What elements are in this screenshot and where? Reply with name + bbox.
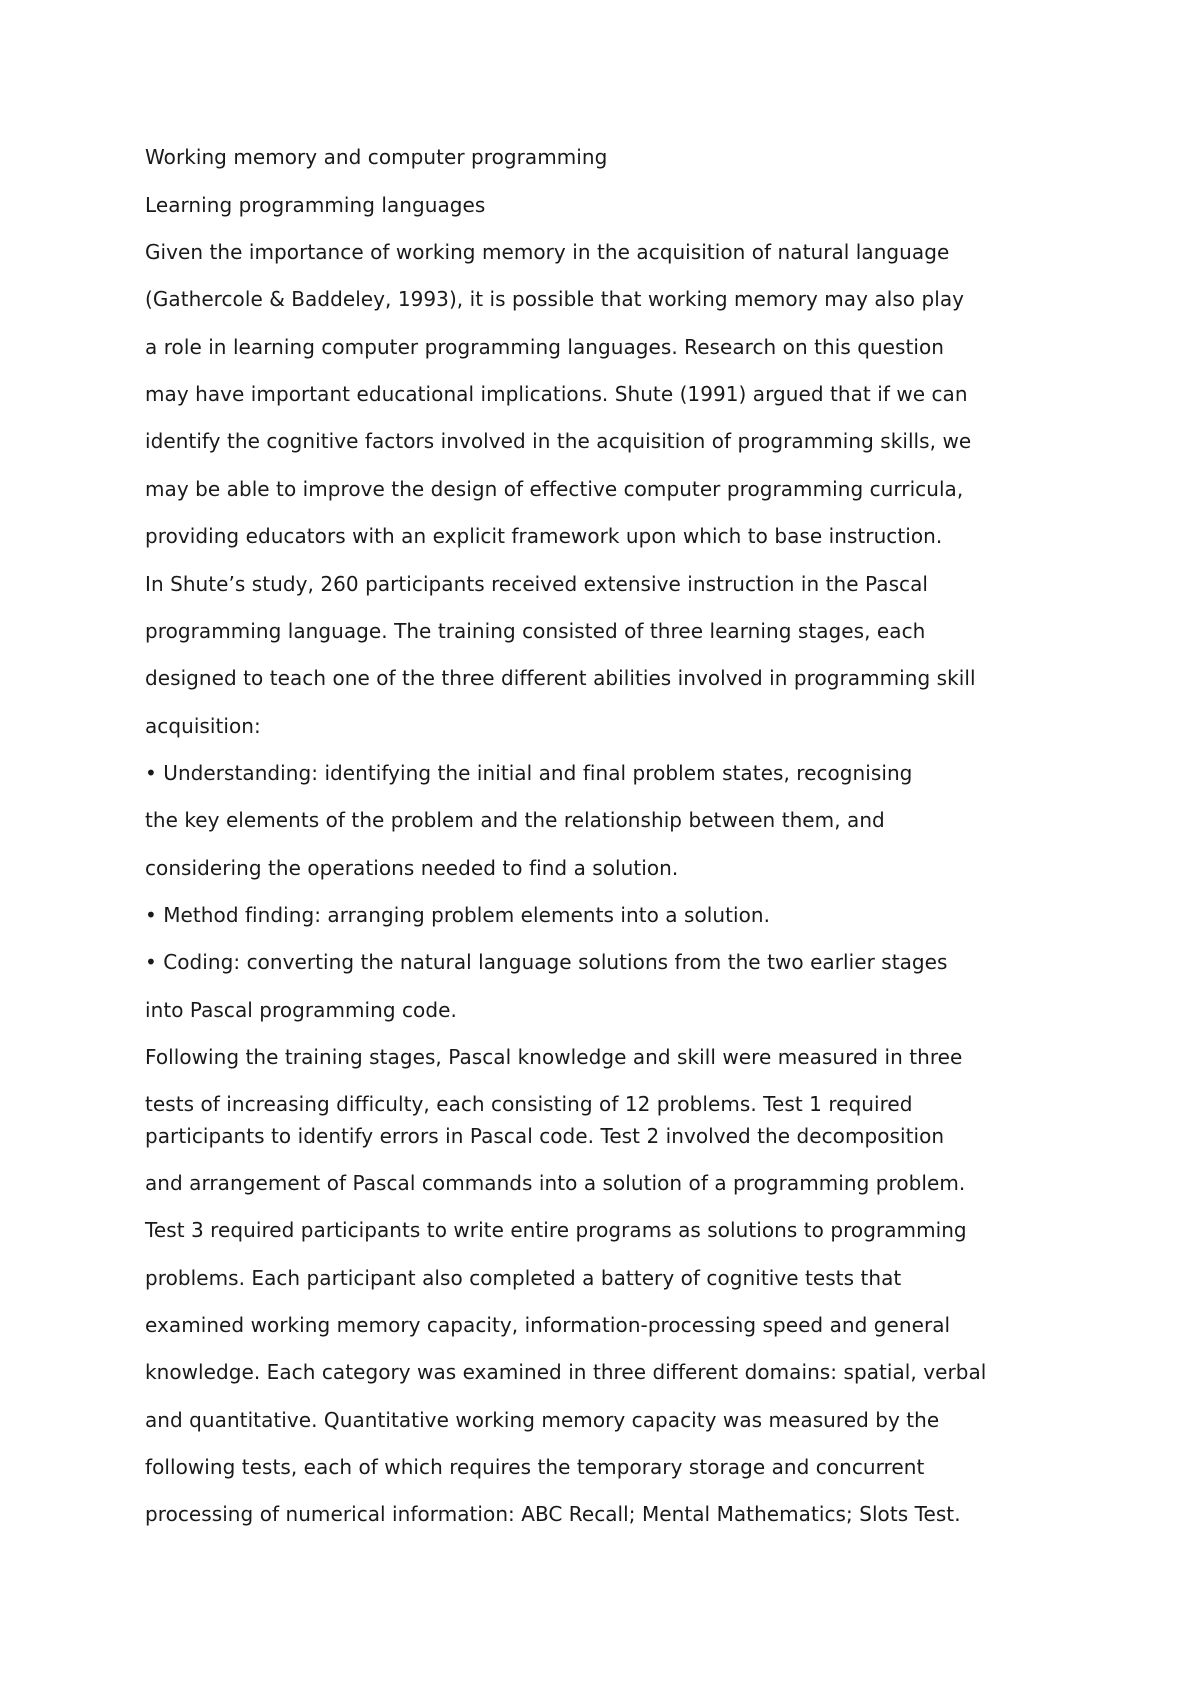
text-line: a role in learning computer programming languages. Research on this question <box>145 335 945 359</box>
text-line: tests of increasing difficulty, each consisting of 12 problems. Test 1 required <box>145 1092 913 1116</box>
text-line: acquisition: <box>145 714 261 738</box>
bullet-item-method-finding: • Method finding: arranging problem elements into a solution. <box>145 903 771 927</box>
text-line: providing educators with an explicit framework upon which to base instruction. <box>145 524 943 548</box>
text-line: may be able to improve the design of effective computer programming curricula, <box>145 477 964 501</box>
text-line: and quantitative. Quantitative working memory capacity was measured by the <box>145 1408 940 1432</box>
text-line: into Pascal programming code. <box>145 998 457 1022</box>
text-line: programming language. The training consisted of three learning stages, each <box>145 619 926 643</box>
text-line: following tests, each of which requires the temporary storage and concurrent <box>145 1455 925 1479</box>
document-title: Working memory and computer programming <box>145 145 608 169</box>
text-line: problems. Each participant also completed a battery of cognitive tests that <box>145 1266 902 1290</box>
text-line: participants to identify errors in Pascal code. Test 2 involved the decomposition <box>145 1124 945 1148</box>
text-line: may have important educational implications. Shute (1991) argued that if we can <box>145 382 968 406</box>
document-subtitle: Learning programming languages <box>145 193 486 217</box>
text-line: designed to teach one of the three different abilities involved in programming skill <box>145 666 976 690</box>
text-line: considering the operations needed to find a solution. <box>145 856 679 880</box>
text-line: processing of numerical information: ABC Recall; Mental Mathematics; Slots Test. <box>145 1502 961 1526</box>
text-line: (Gathercole & Baddeley, 1993), it is possible that working memory may also play <box>145 287 965 311</box>
bullet-item-coding: • Coding: converting the natural language solutions from the two earlier stages <box>145 950 948 974</box>
text-line: Following the training stages, Pascal knowledge and skill were measured in three <box>145 1045 963 1069</box>
text-line: the key elements of the problem and the relationship between them, and <box>145 808 885 832</box>
text-line: Test 3 required participants to write entire programs as solutions to programming <box>145 1218 967 1242</box>
bullet-item-understanding: • Understanding: identifying the initial and final problem states, recognising <box>145 761 913 785</box>
text-line: examined working memory capacity, information-processing speed and general <box>145 1313 951 1337</box>
text-line: knowledge. Each category was examined in three different domains: spatial, verbal <box>145 1360 987 1384</box>
text-line: Given the importance of working memory in the acquisition of natural language <box>145 240 950 264</box>
text-line: In Shute’s study, 260 participants received extensive instruction in the Pascal <box>145 572 928 596</box>
text-line: identify the cognitive factors involved in the acquisition of programming skills, we <box>145 429 972 453</box>
text-line: and arrangement of Pascal commands into a solution of a programming problem. <box>145 1171 966 1195</box>
